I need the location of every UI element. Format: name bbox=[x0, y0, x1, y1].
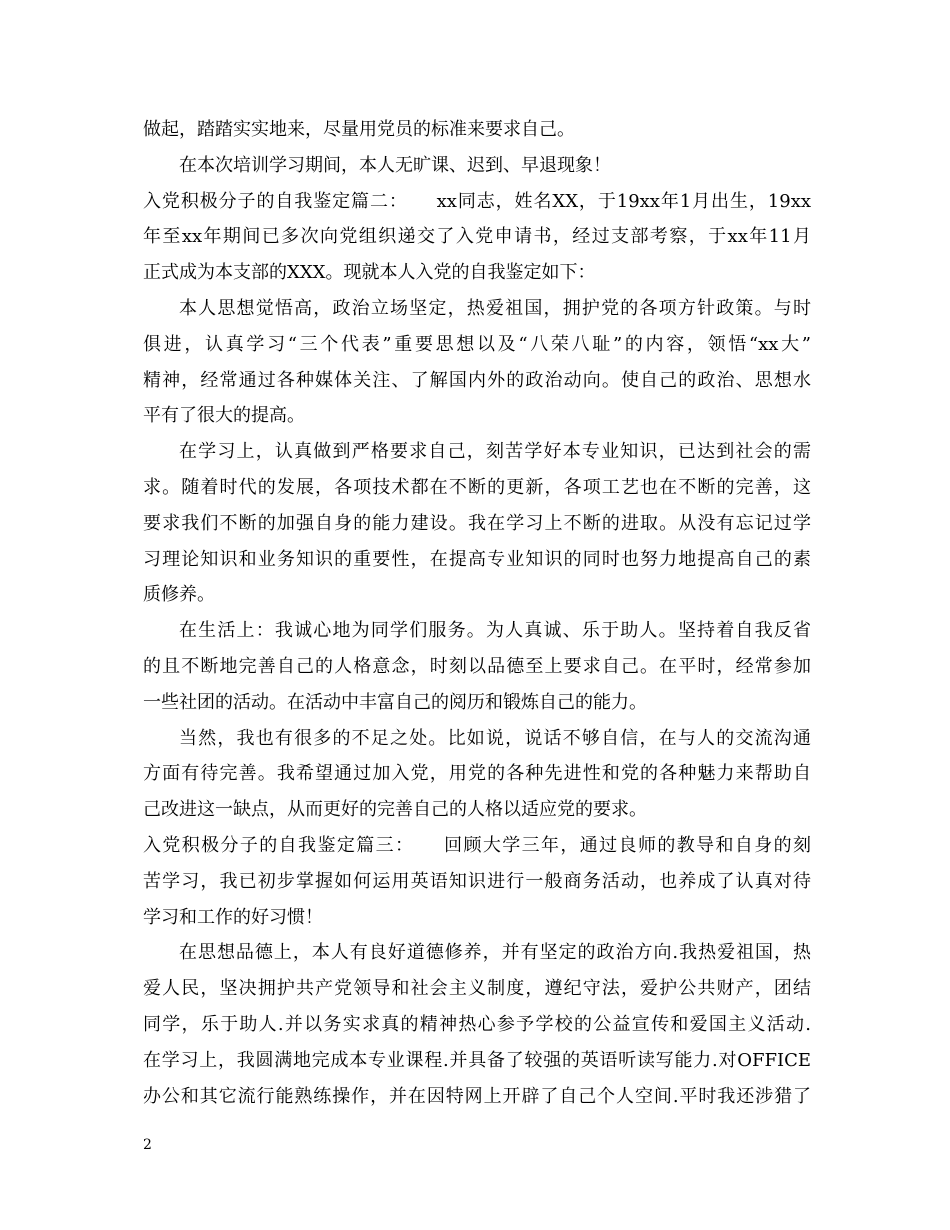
text-line: 一些社团的活动。在活动中丰富自己的阅历和锻炼自己的能力。 bbox=[143, 691, 647, 713]
text-line: 方面有待完善。我希望通过加入党，用党的各种先进性和党的各种魅力来帮助自 bbox=[143, 763, 811, 785]
text-line: 的且不断地完善自己的人格意念，时刻以品德至上要求自己。在平时，经常参加 bbox=[143, 655, 811, 677]
text-line: 平有了很大的提高。 bbox=[143, 405, 305, 427]
text-line: 爱人民，坚决拥护共产党领导和社会主义制度，遵纪守法，爱护公共财产，团结 bbox=[143, 978, 811, 1000]
text-line: 做起，踏踏实实地来，尽量用党员的标准来要求自己。 bbox=[143, 119, 575, 140]
text-line: 正式成为本支部的XXX。现就本人入党的自我鉴定如下： bbox=[143, 262, 596, 284]
text-line: 入党积极分子的自我鉴定篇二： xx同志，姓名XX，于19xx年1月出生，19xx bbox=[143, 190, 811, 212]
text-line: 质修养。 bbox=[143, 584, 215, 606]
text-line: 办公和其它流行能熟练操作，并在因特网上开辟了自己个人空间.平时我还涉猎了 bbox=[143, 1085, 811, 1107]
text-line: 俱进，认真学习“三个代表”重要思想以及“八荣八耻”的内容，领悟“xx大” bbox=[143, 333, 811, 355]
text-line: 入党积极分子的自我鉴定篇三： 回顾大学三年，通过良师的教导和自身的刻 bbox=[143, 834, 811, 856]
document-body bbox=[143, 112, 811, 1114]
text-line: 学习和工作的好习惯！ bbox=[143, 906, 323, 928]
page-number: 2 bbox=[143, 1137, 152, 1153]
text-line: 习理论知识和业务知识的重要性，在提高专业知识的同时也努力地提高自己的素 bbox=[143, 548, 811, 570]
text-line: 求。随着时代的发展，各项技术都在不断的更新，各项工艺也在不断的完善，这 bbox=[143, 476, 811, 498]
text-line: 在生活上：我诚心地为同学们服务。为人真诚、乐于助人。坚持着自我反省 bbox=[179, 620, 811, 642]
text-line: 在学习上，我圆满地完成本专业课程.并具备了较强的英语听读写能力.对OFFICE bbox=[143, 1049, 811, 1071]
text-line: 同学，乐于助人.并以务实求真的精神热心参予学校的公益宣传和爱国主义活动. bbox=[143, 1013, 811, 1035]
text-line: 在学习上，认真做到严格要求自己，刻苦学好本专业知识，已达到社会的需 bbox=[179, 441, 811, 463]
text-line: 当然，我也有很多的不足之处。比如说，说话不够自信，在与人的交流沟通 bbox=[179, 727, 811, 749]
text-line: 在思想品德上，本人有良好道德修养，并有坚定的政治方向.我热爱祖国，热 bbox=[179, 942, 811, 964]
text-line: 苦学习，我已初步掌握如何运用英语知识进行一般商务活动，也养成了认真对待 bbox=[143, 870, 811, 892]
text-line: 本人思想觉悟高，政治立场坚定，热爱祖国，拥护党的各项方针政策。与时 bbox=[179, 297, 811, 319]
text-line: 年至xx年期间已多次向党组织递交了入党申请书，经过支部考察，于xx年11月 bbox=[143, 226, 811, 248]
text-line: 己改进这一缺点，从而更好的完善自己的人格以适应党的要求。 bbox=[143, 799, 647, 821]
text-line: 在本次培训学习期间，本人无旷课、迟到、早退现象！ bbox=[179, 154, 611, 176]
text-line: 要求我们不断的加强自身的能力建设。我在学习上不断的进取。从没有忘记过学 bbox=[143, 512, 811, 534]
text-line: 精神，经常通过各种媒体关注、了解国内外的政治动向。使自己的政治、思想水 bbox=[143, 369, 811, 391]
